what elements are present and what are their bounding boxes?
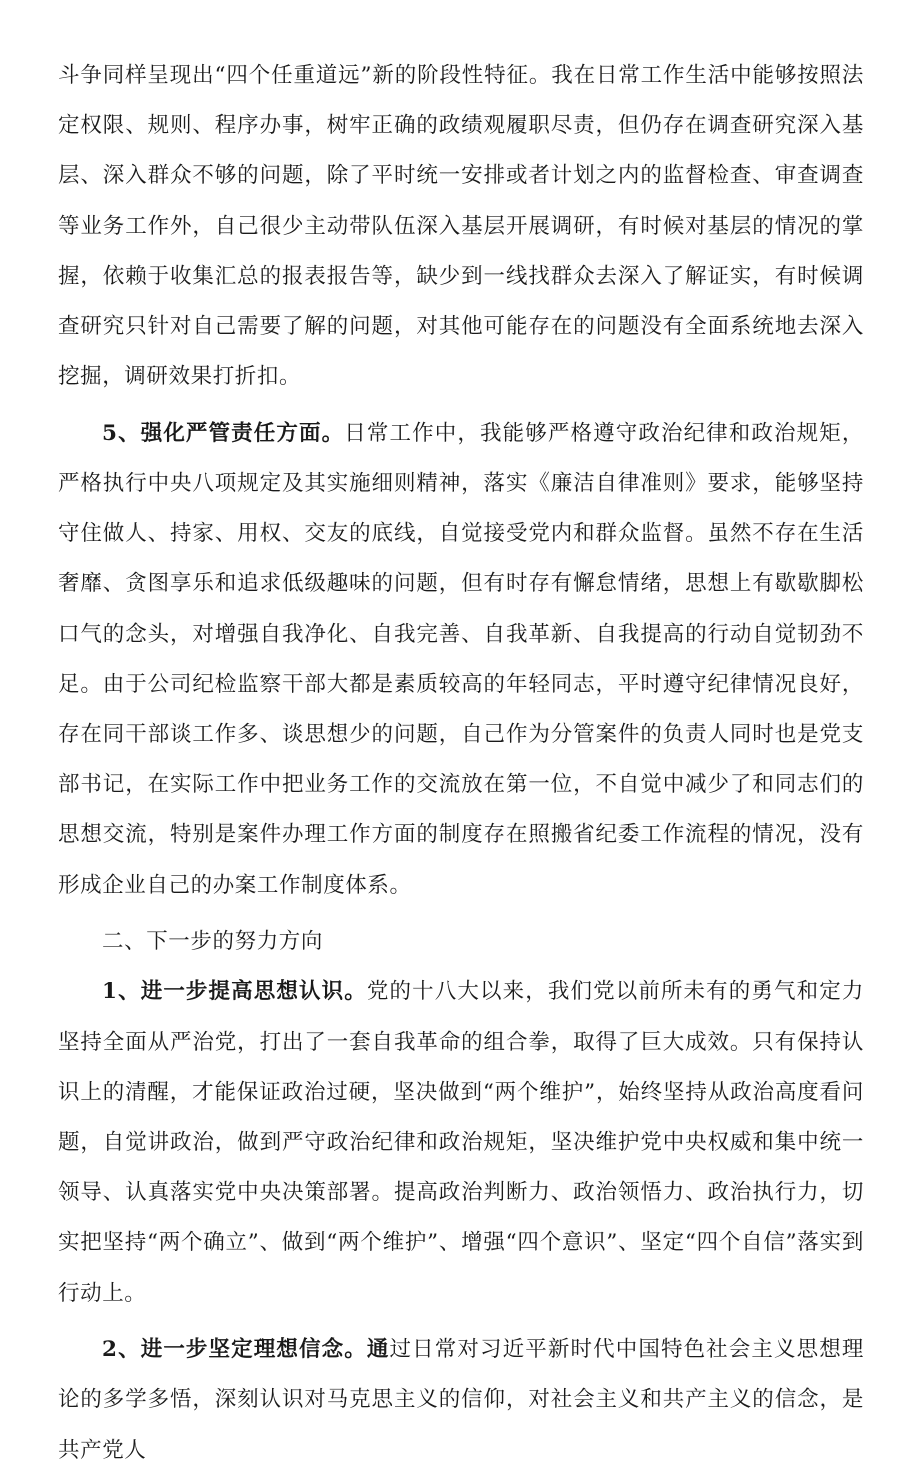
paragraph-lead: 5、强化严管责任方面。 [102, 420, 345, 446]
paragraph-text: 党的十八大以来，我们党以前所未有的勇气和定力坚持全面从严治党，打出了一套自我革命的组合拳，取得了巨大成效。只有保持认识上的清醒，才能保证政治过硬，坚决做到“两个维护”，始终坚持从政治高度看问题，自觉讲政治，做到严守政治纪律和政治规矩，坚决维护党中央权威和集中统一领导、认真落实党中央决策部署。提高政治判断力、政治领悟力、政治执行力，切实把坚持“两个确立”、做到“两个维护”、增强“四个意识”、坚定“四个自信”落实到行动上。 [58, 979, 864, 1306]
document-page [58, 51, 864, 1476]
paragraph-strict-management [58, 409, 864, 911]
paragraph-text: 日常工作中，我能够严格遵守政治纪律和政治规矩，严格执行中央八项规定及其实施细则精神，落实《廉洁自律准则》要求，能够坚持守住做人、持家、用权、交友的底线，自觉接受党内和群众监督。虽然不存在生活奢靡、贪图享乐和追求低级趣味的问题，但有时存有懈怠情绪，思想上有歇歇脚松口气的念头，对增强自我净化、自我完善、自我革新、自我提高的行动自觉韧劲不足。由于公司纪检监察干部大都是素质较高的年轻同志，平时遵守纪律情况良好，存在同干部谈工作多、谈思想少的问题，自己作为分管案件的负责人同时也是党支部书记，在实际工作中把业务工作的交流放在第一位，不自觉中减少了和同志们的思想交流，特别是案件办理工作方面的制度存在照搬省纪委工作流程的情况，没有形成企业自己的办案工作制度体系。 [58, 420, 865, 898]
section-heading: 二、下一步的努力方向 [102, 929, 324, 955]
paragraph-text: 斗争同样呈现出“四个任重道远”新的阶段性特征。我在日常工作生活中能够按照法定权限、规则、程序办事，树牢正确的政绩观履职尽责，但仍存在调查研究深入基层、深入群众不够的问题，除了平时统一安排或者计划之内的监督检查、审查调查等业务工作外，自己很少主动带队伍深入基层开展调研，有时候对基层的情况的掌握，依赖于收集汇总的报表报告等，缺少到一线找群众去深入了解证实，有时候调查研究只针对自己需要了解的问题，对其他可能存在的问题没有全面系统地去深入挖掘，调研效果打折扣。 [58, 63, 864, 390]
paragraph-ideals-beliefs [58, 1325, 864, 1476]
paragraph-text: 过日常对习近平新时代中国特色社会主义思想理论的多学多悟，深刻认识对马克思主义的信仰，对社会主义和共产主义的信念，是共产党人 [58, 1337, 864, 1463]
paragraph-lead: 1、进一步提高思想认识。 [102, 979, 367, 1005]
paragraph-continuation [58, 51, 864, 402]
paragraph-thought-awareness [58, 967, 864, 1318]
paragraph-lead: 2、进一步坚定理想信念。通 [102, 1337, 390, 1363]
